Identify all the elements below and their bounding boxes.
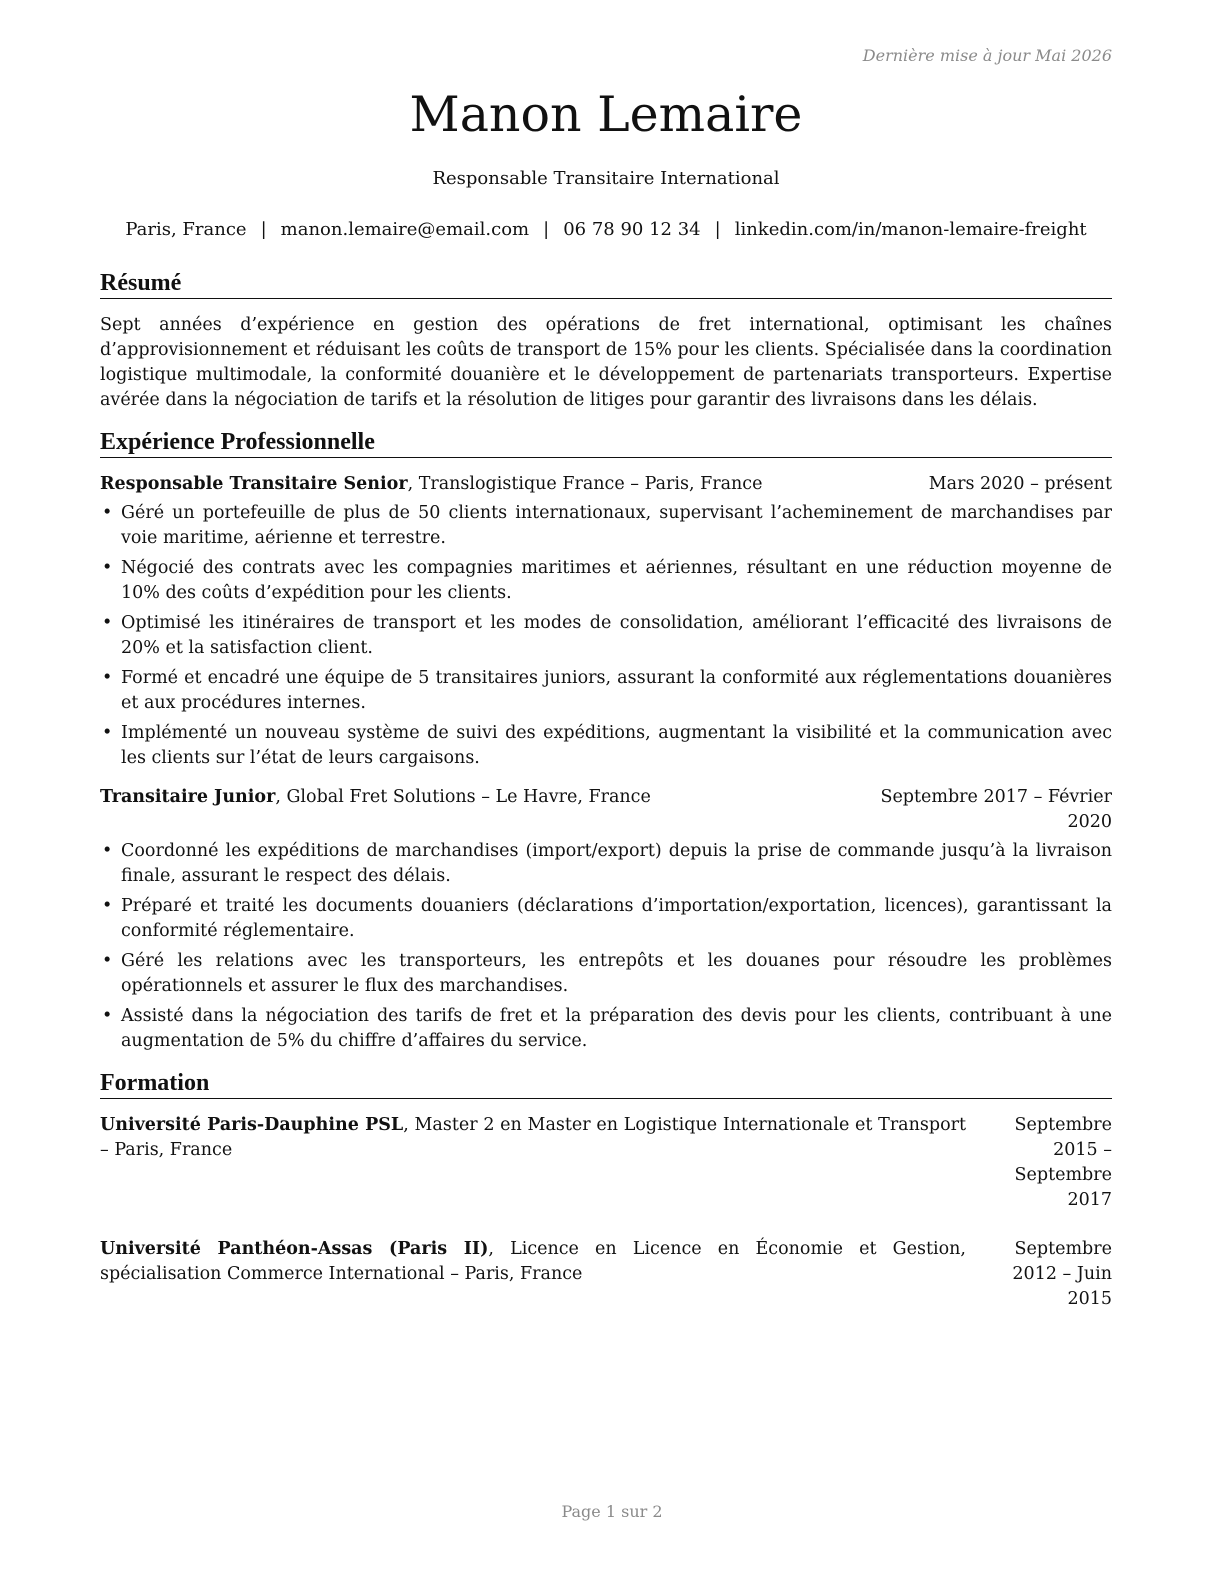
contact-location: Paris, France — [125, 219, 247, 240]
education-item — [100, 1237, 1112, 1312]
bullet-icon: • — [102, 896, 113, 916]
candidate-name: Manon Lemaire — [409, 86, 803, 143]
bullet-icon: • — [102, 613, 113, 633]
job-company: , Translogistique France – Paris, France — [407, 474, 763, 494]
bullet-icon: • — [102, 668, 113, 688]
job-bullet — [100, 894, 1112, 944]
job-dates: Mars 2020 – présent — [928, 474, 1112, 494]
job-title-line — [100, 472, 929, 497]
job-bullet-text: Géré les relations avec les transporteurs, les entrepôts et les douanes pour résoudre les problèmes opérationnels et assurer le flux des marchandises. — [121, 951, 1112, 996]
job-bullet-text: Géré un portefeuille de plus de 50 clients internationaux, supervisant l’acheminement de marchandises par voie maritime, aérienne et terrestre. — [121, 503, 1112, 548]
job-bullet — [100, 501, 1112, 551]
bullet-icon: • — [102, 723, 113, 743]
education-line — [100, 1113, 972, 1213]
contact-phone: 06 78 90 12 34 — [563, 219, 701, 240]
education-line — [100, 1237, 972, 1312]
job-bullet — [100, 666, 1112, 716]
job-bullet — [100, 611, 1112, 661]
job-bullet — [100, 556, 1112, 606]
job-bullet-text: Assisté dans la négociation des tarifs de fret et la préparation des devis pour les clients, contribuant à une augmentation de 5% du chiffre d’affaires du service. — [121, 1006, 1112, 1051]
job-dates: Septembre 2017 – Février 2020 — [880, 787, 1112, 832]
job-role: Responsable Transitaire Senior — [100, 474, 408, 494]
education-heading: Formation — [100, 1068, 1112, 1099]
job-bullet-text: Négocié des contrats avec les compagnies maritimes et aériennes, résultant en une réduction moyenne de 10% des coûts d’expédition pour les clients. — [121, 558, 1112, 603]
education-detail: , Master 2 en Master en Logistique Internationale et Transport – Paris, France — [100, 1115, 967, 1160]
education-dates: Septembre 2015 – Septembre 2017 — [1014, 1115, 1112, 1210]
education-detail: , Licence en Licence en Économie et Gestion, spécialisation Commerce International – Paris, France — [100, 1239, 966, 1284]
bullet-icon: • — [102, 558, 113, 578]
job-bullet-text: Formé et encadré une équipe de 5 transitaires juniors, assurant la conformité aux réglementations douanières et aux procédures internes. — [121, 668, 1112, 713]
job-bullet — [100, 721, 1112, 771]
job-bullet-text: Préparé et traité les documents douaniers (déclarations d’importation/exportation, licences), garantissant la conformité réglementaire. — [121, 896, 1112, 941]
bullet-icon: • — [102, 503, 113, 523]
contact-linkedin[interactable]: linkedin.com/in/manon-lemaire-freight — [734, 219, 1087, 240]
contact-email[interactable]: manon.lemaire@email.com — [280, 219, 530, 240]
last-updated-note: Dernière mise à jour Mai 2026 — [862, 46, 1112, 65]
education-school: Université Paris-Dauphine PSL — [100, 1115, 404, 1135]
job-bullet-list — [100, 839, 1112, 1054]
job-bullet-list — [100, 501, 1112, 771]
job-title-line — [100, 785, 876, 835]
resume-content — [100, 268, 1112, 1336]
job-bullet — [100, 949, 1112, 999]
contact-line — [100, 219, 1112, 240]
job-bullet — [100, 839, 1112, 889]
contact-separator: | — [714, 219, 721, 240]
education-school: Université Panthéon-Assas (Paris II) — [100, 1239, 489, 1259]
contact-separator: | — [543, 219, 550, 240]
job-header — [100, 785, 1112, 835]
job-bullet — [100, 1004, 1112, 1054]
bullet-icon: • — [102, 951, 113, 971]
contact-separator: | — [260, 219, 267, 240]
job-role: Transitaire Junior — [100, 787, 276, 807]
job-company: , Global Fret Solutions – Le Havre, France — [275, 787, 651, 807]
education-item — [100, 1113, 1112, 1213]
candidate-headline: Responsable Transitaire International — [432, 168, 780, 189]
bullet-icon: • — [102, 1006, 113, 1026]
job-bullet-text: Coordonné les expéditions de marchandises (import/export) depuis la prise de commande jusqu’à la livraison finale, assurant le respect des délais. — [121, 841, 1112, 886]
education-dates: Septembre 2012 – Juin 2015 — [1012, 1239, 1112, 1309]
experience-heading: Expérience Professionnelle — [100, 427, 1112, 458]
job-bullet-text: Optimisé les itinéraires de transport et les modes de consolidation, améliorant l’efficacité des livraisons de 20% et la satisfaction client. — [121, 613, 1112, 658]
page-number: Page 1 sur 2 — [561, 1502, 663, 1521]
bullet-icon: • — [102, 841, 113, 861]
summary-text: Sept années d’expérience en gestion des opérations de fret international, optimisant les chaînes d’approvisionnement et réduisant les coûts de transport de 15% pour les clients. Spécialisée dans la coordination logistique multimodale, la conformité douanière et le développement de partenariats transporteurs. Expertise avérée dans la négociation de tarifs et la résolution de litiges pour garantir des livraisons dans les délais. — [100, 315, 1112, 410]
job-header — [100, 472, 1112, 497]
resume-page — [100, 0, 1112, 1584]
summary-heading: Résumé — [100, 268, 1112, 299]
job-bullet-text: Implémenté un nouveau système de suivi des expéditions, augmentant la visibilité et la communication avec les clients sur l’état de leurs cargaisons. — [121, 723, 1112, 768]
